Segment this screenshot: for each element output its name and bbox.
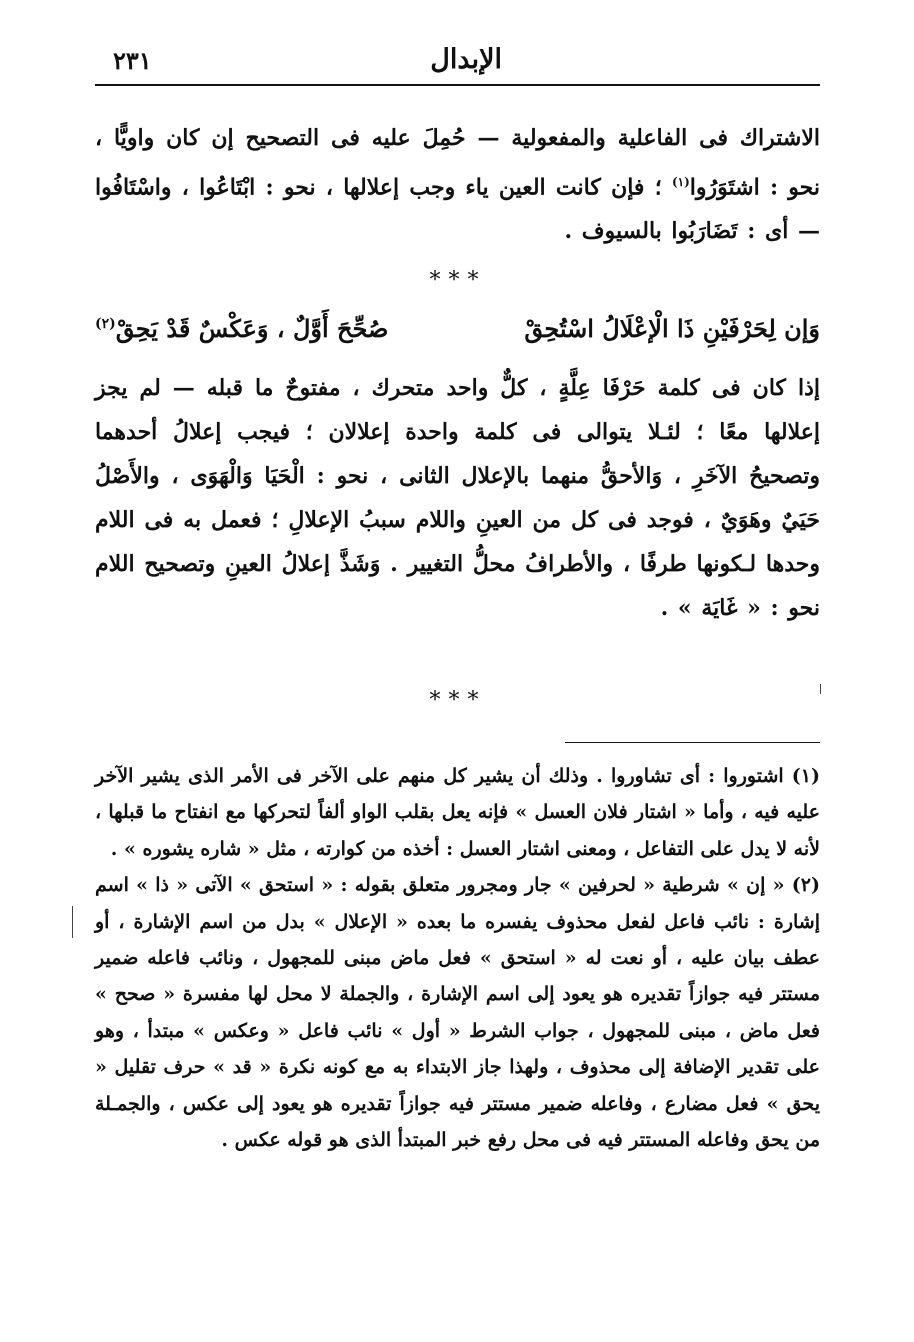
section-separator-2: *** — [429, 688, 487, 713]
footnote-2-number: (٢) — [791, 874, 820, 897]
verse-first-hemistich: وَإن لِحَرْفَيْنِ ذَا الْإعْلَالُ اسْتُحِقْ — [524, 314, 820, 343]
footnote-2-text: « إن » شرطية « لحرفين » جار ومجرور متعلق بقوله : « استحق » الآتى « ذا » اسم إشارة : نائب فاعل لفعل محذوف يفسره ما بعده « الإعلال » بدل من اسم الإشارة ، أو عطف بيان عليه ، أو نعت له « استحق » فعل ماض مبنى للمجهول ، ونائب فاعله ضمير مستتر فيه جوازاً تقديره هو يعود إلى اسم الإشارة ، والجملة لا محل لها مفسرة « صحح » فعل ماض ، مبنى للمجهول ، جواب الشرط « أول » نائب فاعل « وعكس » مبتدأ ، وهو على تقدير الإضافة إلى محذوف ، ولهذا جاز الابتداء به مع كونه نكرة « قد » حرف تقليل « يحق » فعل مضارع ، وفاعله ضمير مستتر فيه جوازاً تقديره هو يعود إلى عكس ، والجمـلة من يحق وفاعله المستتر فيه فى محل رفع خبر المبتدأ الذى هو قوله عكس . — [95, 874, 820, 1152]
paragraph-1-text-b: ؛ فإن كانت العين ياء وجب إعلالها ، نحو : ابْتَاعُوا ، واسْتَافُوا — أى : تَضَارَبُوا بالسيوف . — [95, 174, 820, 245]
page-number: ٢٣١ — [113, 46, 152, 75]
margin-mark — [820, 684, 821, 694]
page-header — [95, 40, 820, 86]
paragraph-1-text-a: الاشتراك فى الفاعلية والمفعولية — حُمِلَ عليه فى التصحيح إن كان واويًّا ، نحو : اشتَوَرُوا — [95, 125, 821, 201]
section-separator: *** — [429, 268, 487, 293]
margin-mark-2 — [72, 906, 73, 938]
chapter-title: الإبدال — [430, 44, 502, 75]
footnote-1-text: اشتوروا : أى تشاوروا . وذلك أن يشير كل منهم على الآخر فى الأمر الذى يشير الآخر عليه فيه ، وأما « اشتار فلان العسل » فإنه يعل بقلب الواو ألفاً لتحركها مع انفتاح ما قبلها ، لأنه لا يدل على التفاعل ، ومعنى اشتار العسل : أخذه من كوارته ، مثل « شاره يشوره » . — [95, 765, 820, 860]
footnote-ref-2: (٢) — [95, 316, 116, 332]
footnotes — [95, 758, 820, 1158]
verse-second-hemistich — [95, 314, 388, 343]
verse-line — [95, 308, 820, 358]
footnote-1-number: (١) — [791, 765, 820, 787]
footnote-ref-1: (١) — [671, 175, 690, 189]
footnote-1 — [95, 758, 820, 867]
footnote-2 — [95, 867, 820, 1158]
paragraph-2: إذا كان فى كلمة حَرْفَا عِلَّةٍ ، كلٌّ واحد متحرك ، مفتوحٌ ما قبله — لم يجز إعلالها معًا ؛ لئـلا يتوالى فى كلمة واحدة إعلالان ؛ فيجب إعلالُ أحدهما وتصحيحُ الآخَرِ ، وَالأحقُّ منهما بالإعلال الثانى ، نحو : الْحَيَا وَالْهَوَى ، والأَصْلُ حَيَيٌ وهَوَيٌ ، فوجد فى كل من العينِ واللام سببُ الإعلالِ ؛ فعمل به فى اللام وحدها لـكونها طرفًا ، والأطرافُ محلُّ التغيير . وَشَذَّ إعلالُ العينِ وتصحيح اللام نحو : « غَايَة » . — [95, 375, 820, 621]
paragraph-1 — [95, 116, 820, 253]
footnote-divider — [565, 742, 820, 743]
verse-second-hemistich-text: صُحِّحَ أَوَّلٌ ، وَعَكْسٌ قَدْ يَحِقْ — [115, 314, 389, 343]
